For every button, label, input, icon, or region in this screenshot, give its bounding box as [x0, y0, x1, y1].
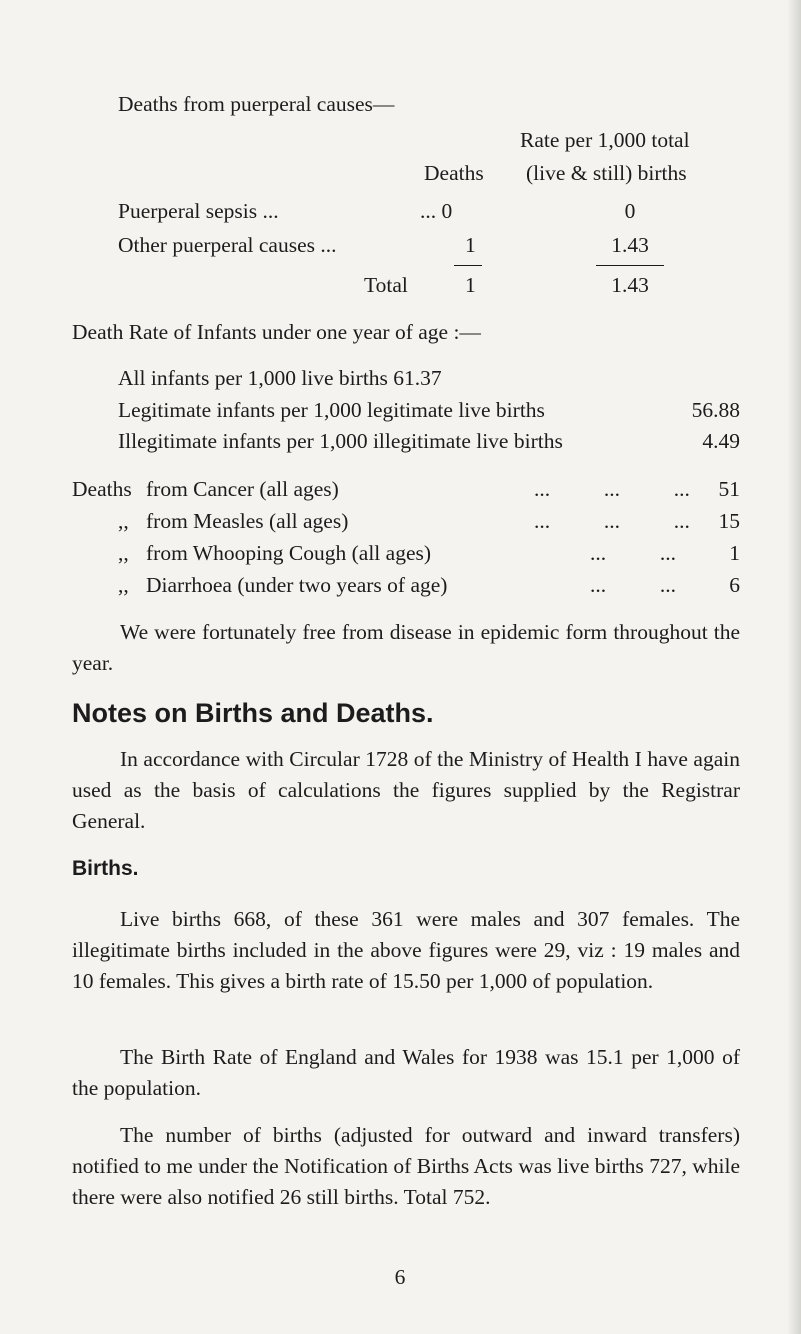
- births-paragraph: Live births 668, of these 361 were males and 307 females. The illegitimate births included in the above figures were 29, viz : 19 males and 10 females. This gives a birth rate of 15.50 per 1,000 of population.: [72, 907, 740, 993]
- notes-paragraph: In accordance with Circular 1728 of the Ministry of Health I have again used as the basis of calculations the figures supplied by the Registrar General.: [72, 747, 740, 833]
- deaths-total-rule: [454, 265, 482, 266]
- cause-value: 51: [718, 477, 740, 501]
- cause-leader-dots: ... ... ...: [534, 477, 690, 501]
- puerperal-row-rate: 0: [624, 199, 636, 223]
- puerperal-total-rate: 1.43: [611, 273, 649, 297]
- infant-rate-line: Legitimate infants per 1,000 legitimate live births: [118, 398, 545, 422]
- cause-prefix: ,,: [118, 573, 129, 597]
- cause-label: from Whooping Cough (all ages): [146, 541, 432, 565]
- epidemic-note: We were fortunately free from disease in epidemic form throughout the year.: [72, 620, 740, 675]
- cause-label: Diarrhoea (under two years of age): [146, 573, 448, 597]
- notes-heading: Notes on Births and Deaths.: [72, 698, 434, 728]
- cause-value: 1: [729, 541, 740, 565]
- infant-rate-heading: Death Rate of Infants under one year of age :—: [72, 320, 481, 344]
- page-edge-shadow: [787, 0, 801, 1334]
- puerperal-row-rate: 1.43: [611, 233, 649, 257]
- infant-rate-value: 56.88: [691, 398, 740, 422]
- infant-rate-line: Illegitimate infants per 1,000 illegitimate live births: [118, 429, 563, 453]
- deaths-column-header: Deaths: [424, 161, 484, 185]
- cause-leader-dots: ... ...: [590, 541, 676, 565]
- cause-label: from Cancer (all ages): [146, 477, 339, 501]
- births-heading: Births.: [72, 857, 139, 880]
- page-number: 6: [394, 1265, 406, 1289]
- cause-label: from Measles (all ages): [146, 509, 349, 533]
- puerperal-heading: Deaths from puerperal causes—: [118, 92, 395, 116]
- puerperal-row-label: Puerperal sepsis ...: [118, 199, 279, 223]
- rate-column-header-line1: Rate per 1,000 total: [520, 128, 690, 152]
- cause-leader-dots: ... ...: [590, 573, 676, 597]
- puerperal-row-label: Other puerperal causes ...: [118, 233, 337, 257]
- cause-prefix: Deaths: [72, 477, 132, 501]
- puerperal-row-deaths: ... 0: [420, 199, 453, 223]
- cause-prefix: ,,: [118, 541, 129, 565]
- rate-column-header-line2: (live & still) births: [526, 161, 687, 185]
- cause-value: 6: [729, 573, 740, 597]
- infant-rate-value: 4.49: [702, 429, 740, 453]
- rate-total-rule: [596, 265, 664, 266]
- cause-prefix: ,,: [118, 509, 129, 533]
- cause-leader-dots: ... ... ...: [534, 509, 690, 533]
- puerperal-total-deaths: 1: [465, 273, 476, 297]
- births-paragraph: The number of births (adjusted for outward and inward transfers) notified to me under the Notification of Births Acts was live births 727, while there were also notified 26 still births. Total 752.: [72, 1123, 740, 1209]
- infant-rate-line: All infants per 1,000 live births 61.37: [118, 366, 442, 390]
- puerperal-total-label: Total: [364, 273, 408, 297]
- puerperal-row-deaths: 1: [465, 233, 476, 257]
- births-paragraph: The Birth Rate of England and Wales for 1938 was 15.1 per 1,000 of the population.: [72, 1045, 740, 1100]
- cause-value: 15: [718, 509, 740, 533]
